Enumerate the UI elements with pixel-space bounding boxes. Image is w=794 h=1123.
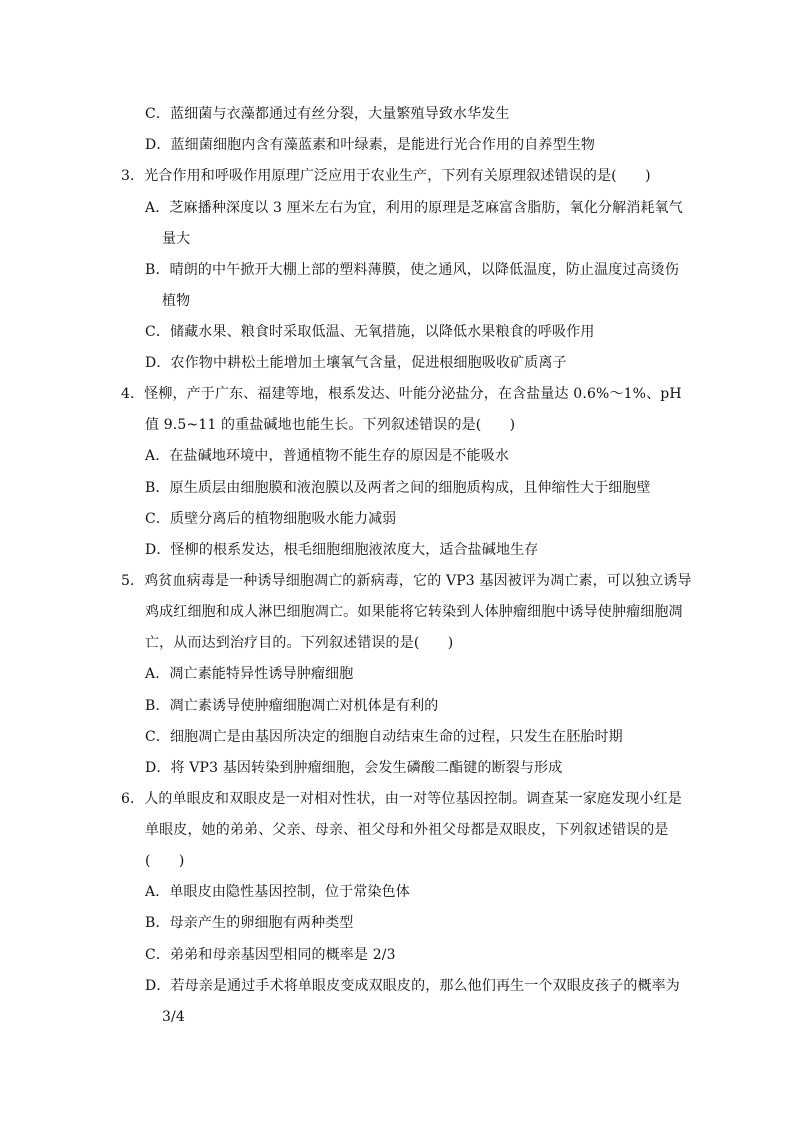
question-6-stem: 6．人的单眼皮和双眼皮是一对相对性状，由一对等位基因控制。调查某一家庭发现小红是 <box>121 791 682 807</box>
question-6-option-c: C．弟弟和母亲基因型相同的概率是 2/3 <box>145 947 396 963</box>
question-3-stem: 3．光合作用和呼吸作用原理广泛应用于农业生产，下列有关原理叙述错误的是( ) <box>121 168 651 184</box>
prev-option-c: C．蓝细菌与衣藻都通过有丝分裂，大量繁殖导致水华发生 <box>145 106 510 122</box>
question-4-option-c: C．质壁分离后的植物细胞吸水能力减弱 <box>145 511 397 527</box>
question-3-option-b: B．晴朗的中午掀开大棚上部的塑料薄膜，使之通风，以降低温度，防止温度过高烫伤 <box>145 262 679 278</box>
question-4-stem: 4．怪柳，产于广东、福建等地，根系发达、叶能分泌盐分，在含盐量达 0.6%～1%、pH <box>121 386 682 402</box>
question-6-option-b: B．母亲产生的卵细胞有两种类型 <box>145 915 354 931</box>
question-4-option-b: B．原生质层由细胞膜和液泡膜以及两者之间的细胞质构成，且伸缩性大于细胞壁 <box>145 480 651 496</box>
question-3-option-d: D．农作物中耕松土能增加土壤氧气含量，促进根细胞吸收矿质离子 <box>145 355 567 371</box>
question-3-option-c: C．储藏水果、粮食时采取低温、无氧措施，以降低水果粮食的呼吸作用 <box>145 324 595 340</box>
question-6-option-a: A．单眼皮由隐性基因控制，位于常染色体 <box>145 884 410 900</box>
question-4-stem-continued: 值 9.5~11 的重盐碱地也能生长。下列叙述错误的是( ) <box>145 417 516 433</box>
question-5-stem-continued-2: 亡，从而达到治疗目的。下列叙述错误的是( ) <box>145 635 454 651</box>
question-6-stem-continued-1: 单眼皮，她的弟弟、父亲、母亲、祖父母和外祖父母都是双眼皮，下列叙述错误的是 <box>145 822 669 838</box>
question-5-option-b: B．凋亡素诱导使肿瘤细胞凋亡对机体是有利的 <box>145 698 439 714</box>
question-5-stem: 5．鸡贫血病毒是一种诱导细胞凋亡的新病毒，它的 VP3 基因被评为凋亡素，可以独立诱导 <box>121 573 692 589</box>
question-4-option-a: A．在盐碱地环境中，普通植物不能生存的原因是不能吸水 <box>145 448 510 464</box>
question-3-option-a-continued: 量大 <box>162 231 191 247</box>
question-5-option-d: D．将 VP3 基因转染到肿瘤细胞，会发生磷酸二酯键的断裂与形成 <box>145 760 563 776</box>
question-4-option-d: D．怪柳的根系发达，根毛细胞细胞液浓度大，适合盐碱地生存 <box>145 542 539 558</box>
question-6-option-d: D．若母亲是通过手术将单眼皮变成双眼皮的，那么他们再生一个双眼皮孩子的概率为 <box>145 978 680 994</box>
question-5-stem-continued-1: 鸡成红细胞和成人淋巴细胞凋亡。如果能将它转染到人体肿瘤细胞中诱导使肿瘤细胞凋 <box>145 604 683 620</box>
question-3-option-b-continued: 植物 <box>162 293 191 309</box>
question-5-option-a: A．凋亡素能特异性诱导肿瘤细胞 <box>145 666 354 682</box>
question-3-option-a: A．芝麻播种深度以 3 厘米左右为宜，利用的原理是芝麻富含脂肪，氧化分解消耗氧气 <box>145 200 683 216</box>
question-6-option-d-continued: 3/4 <box>162 1009 185 1025</box>
prev-option-d: D．蓝细菌细胞内含有藻蓝素和叶绿素，是能进行光合作用的自养型生物 <box>145 137 596 153</box>
question-6-stem-continued-2: ( ) <box>145 853 185 869</box>
question-5-option-c: C．细胞凋亡是由基因所决定的细胞自动结束生命的过程，只发生在胚胎时期 <box>145 729 623 745</box>
